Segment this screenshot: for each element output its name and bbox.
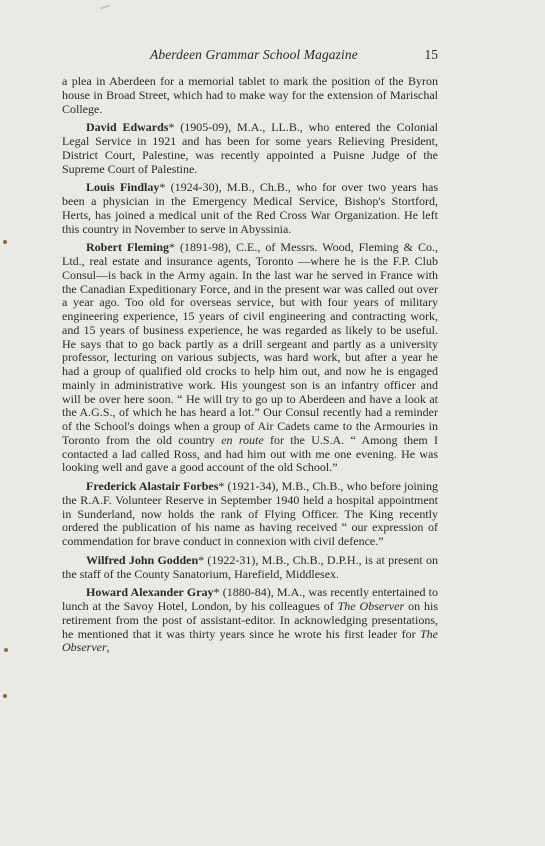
paragraph-text: * (1922-31), M.B., Ch.B., D.P.H., is at present on the staff of the County Sanatorium, Harefield, Middlesex.: [62, 552, 438, 581]
person-name: Howard Alexander Gray: [86, 585, 214, 600]
paragraph-text: * (1924-30), M.B., Ch.B., who for over two years has been a physician in the Emergency Medical Service, Bishop's Stortford, Herts, has joined a medical unit of the Red Cross War Organization. He left this country in November to serve in Abyssinia.: [62, 180, 438, 236]
person-name: Louis Findlay: [86, 180, 160, 195]
margin-mark: [3, 240, 7, 244]
paragraph-text: a plea in Aberdeen for a memorial tablet to mark the position of the Byron house in Broad Street, which had to make way for the extension of Marischal College.: [62, 74, 438, 116]
margin-mark: [3, 694, 7, 698]
article-body: [62, 75, 438, 660]
person-name: David Edwards: [86, 120, 169, 135]
margin-mark: [4, 648, 8, 652]
paragraph-text: on his retirement from the post of assistant-editor. In acknowledging presentations, he mentioned that it was thirty years since he wrote his first leader for: [62, 599, 438, 641]
paragraph-frederick-forbes: [62, 480, 438, 549]
running-header: [62, 47, 438, 65]
paragraph-text: for the U.S.A. “ Among them I contacted a lad called Ross, and had him out with me one evening. He was looking well and gave a good account of the old School.”: [62, 432, 438, 475]
page-number: 15: [424, 47, 438, 62]
person-name: Wilfred John Godden: [86, 552, 199, 567]
person-name: Frederick Alastair Forbes: [86, 479, 219, 493]
paragraph-howard-gray: [62, 586, 438, 655]
italic-title: The Observer: [337, 599, 405, 613]
running-title: Aberdeen Grammar School Magazine: [150, 47, 358, 62]
paragraph-text: ,: [106, 640, 110, 655]
paragraph-wilfred-godden: [62, 554, 438, 582]
paragraph-louis-findlay: [62, 181, 438, 236]
paragraph-text: * (1880-84), M.A., was recently entertained to lunch at the Savoy Hotel, London, by his colleagues of: [62, 585, 438, 613]
paragraph-text: * (1891-98), C.E., of Messrs. Wood, Fleming & Co., Ltd., real estate and insurance agents, Toronto —where he is the F.P. Club Consul—is back in the Army again. In the last war he served in France with the Canadian Expeditionary Force, and in the present war was called out over a year ago. Too old for overseas service, but with four years of military engineering experience, 15 years of civil engineering and contracting work, and 15 years of business experience, he was regarded as likely to be useful. He says that to go back partly as a drill sergeant and partly as a university professor, lecturing on various subjects, was hard work, but after a year he had a group of qualified old crocks to help him out, and now he is engaged mainly in administrative work. His youngest son is an infantry officer and will be over here soon. “ He will try to go up to Aberdeen and have a look at the A.G.S., of which he has heard a lot.” Our Consul recently had a reminder of the School's doings when a group of Air Cadets came to the Armouries in Toronto from the old country: [62, 240, 439, 447]
paper-speck: [100, 4, 110, 9]
italic-title: The Observer: [62, 626, 438, 655]
paragraph-text: * (1921-34), M.B., Ch.B., who before joining the R.A.F. Volunteer Reserve in September 1940 held a hospital appointment in Sunderland, now holds the rank of Flying Officer. The King recently ordered the publication of his name as having received “ our expression of commendation for brave conduct in connexion with civil defence.”: [62, 479, 438, 548]
paragraph-text: * (1905-09), M.A., LL.B., who entered the Colonial Legal Service in 1921 and has been for some years Relieving President, District Court, Palestine, was recently appointed a Puisne Judge of the Supreme Court of Palestine.: [62, 120, 438, 176]
person-name: Robert Fleming: [86, 240, 170, 255]
paragraph-david-edwards: [62, 121, 438, 176]
paragraph-robert-fleming: [62, 241, 438, 475]
italic-phrase: en route: [221, 432, 264, 447]
paragraph-continuation: [62, 75, 438, 116]
